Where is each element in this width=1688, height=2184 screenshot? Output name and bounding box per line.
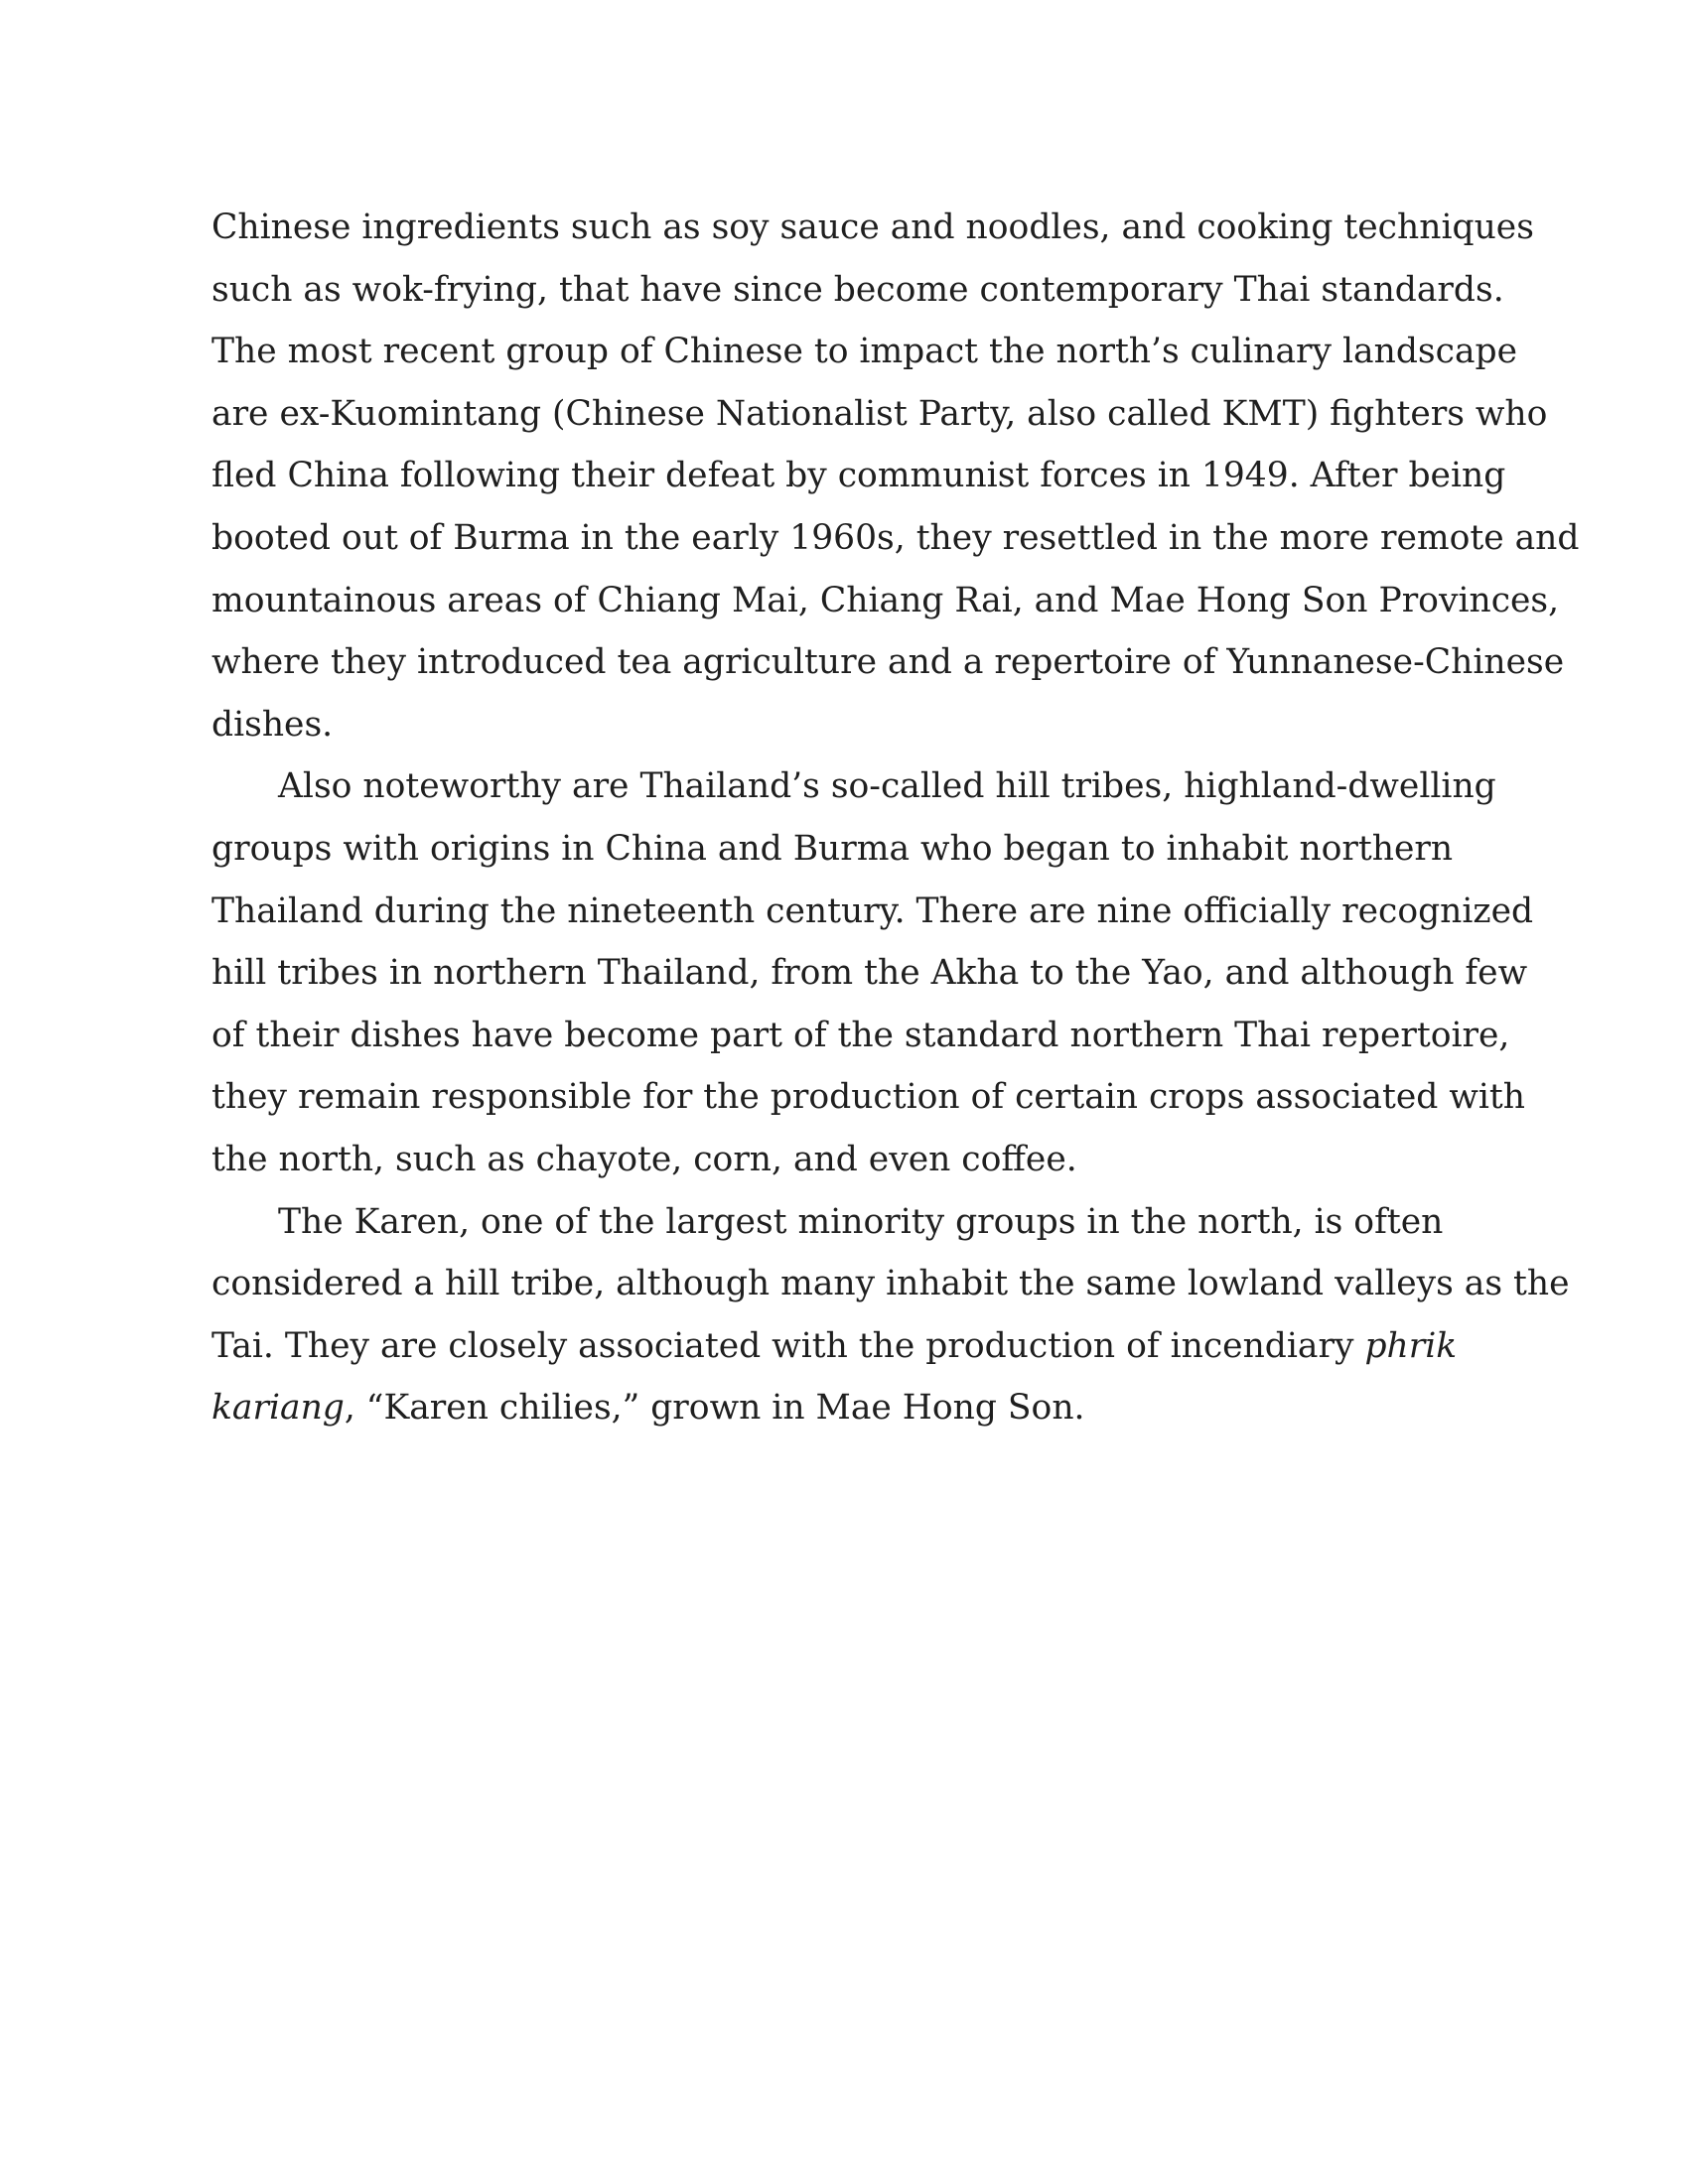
text-segment: , “Karen chilies,” grown in Mae Hong Son.	[344, 1388, 1085, 1429]
text-line: The Karen, one of the largest minority groups in the north, is often	[278, 1201, 1444, 1242]
text-line: such as wok-frying, that have since become contemporary Thai standards.	[211, 269, 1504, 310]
text-line: dishes.	[211, 704, 334, 745]
text-line: Also noteworthy are Thailand’s so-called hill tribes, highland-dwelling	[278, 766, 1496, 807]
text-line: The most recent group of Chinese to impact the north’s culinary landscape	[211, 332, 1518, 372]
text-line: fled China following their defeat by communist forces in 1949. After being	[211, 456, 1506, 496]
text-line: are ex-Kuomintang (Chinese Nationalist Party, also called KMT) fighters who	[211, 393, 1548, 434]
text-line: Thailand during the nineteenth century. There are nine officially recognized	[211, 890, 1534, 931]
paragraph-1	[211, 197, 1580, 755]
italic-term: phrik	[1364, 1325, 1458, 1366]
text-line: considered a hill tribe, although many inhabit the same lowland valleys as the	[211, 1264, 1570, 1304]
text-line	[211, 1377, 1492, 1439]
text-line	[211, 1315, 1492, 1378]
paragraph-2	[211, 755, 1534, 1190]
text-line: the north, such as chayote, corn, and even coffee.	[211, 1139, 1077, 1179]
text-line: booted out of Burma in the early 1960s, they resettled in the more remote and	[211, 517, 1580, 558]
text-line: they remain responsible for the production of certain crops associated with	[211, 1077, 1525, 1118]
text-line: where they introduced tea agriculture and a repertoire of Yunnanese-Chinese	[211, 642, 1565, 683]
text-line: groups with origins in China and Burma who began to inhabit northern	[211, 828, 1454, 869]
italic-term: kariang	[211, 1388, 345, 1429]
paragraph-3	[211, 1191, 1570, 1439]
body-text	[211, 197, 1580, 1439]
text-line: mountainous areas of Chiang Mai, Chiang Rai, and Mae Hong Son Provinces,	[211, 580, 1560, 620]
text-segment: Tai. They are closely associated with the production of incendiary	[211, 1325, 1365, 1366]
text-line: hill tribes in northern Thailand, from the Akha to the Yao, and although few	[211, 953, 1528, 994]
text-line: of their dishes have become part of the standard northern Thai repertoire,	[211, 1015, 1510, 1055]
text-line: Chinese ingredients such as soy sauce and noodles, and cooking techniques	[211, 207, 1534, 247]
